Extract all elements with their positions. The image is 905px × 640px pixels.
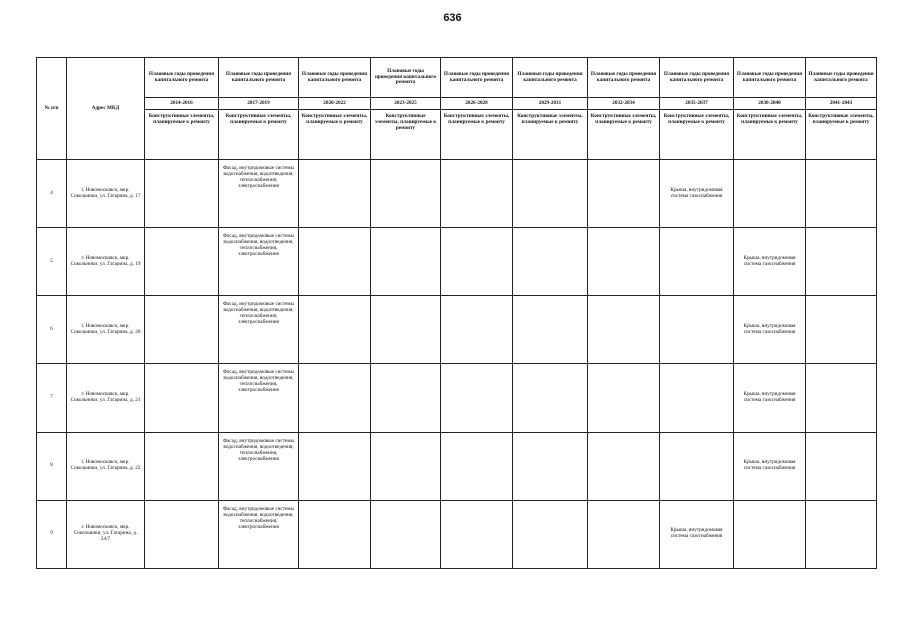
header-row-years — [37, 58, 877, 98]
row-cell — [299, 296, 371, 364]
header-planned-years: Плановые годы проведения капитального ремонта — [513, 58, 588, 98]
row-cell — [734, 160, 806, 228]
row-cell — [441, 432, 513, 500]
row-number: 7 — [37, 364, 67, 432]
row-cell: Крыша, внутридомовая система газоснабжения — [734, 432, 806, 500]
page-number: 636 — [443, 12, 462, 24]
row-cell — [513, 432, 588, 500]
header-period: 2032-2034 — [588, 98, 660, 110]
table-row — [37, 296, 877, 364]
row-cell: Крыша, внутридомовая система газоснабжения — [660, 500, 734, 568]
row-cell: Фасад, внутридомовые системы водоснабжения, водоотведения, теплоснабжения, электроснабжения — [219, 160, 299, 228]
header-planned-years: Плановые годы проведения капитального ремонта — [734, 58, 806, 98]
row-cell — [371, 364, 441, 432]
row-cell — [806, 296, 877, 364]
header-elements: Конструктивные элементы, планируемые к ремонту — [806, 110, 877, 160]
row-cell — [299, 432, 371, 500]
row-cell — [441, 228, 513, 296]
row-cell — [588, 364, 660, 432]
row-cell — [371, 432, 441, 500]
row-number: 4 — [37, 160, 67, 228]
header-period: 2029-2031 — [513, 98, 588, 110]
row-cell: Крыша, внутридомовая система газоснабжения — [734, 296, 806, 364]
row-cell — [588, 500, 660, 568]
header-planned-years: Плановые годы проведения капитального ремонта — [588, 58, 660, 98]
row-cell — [441, 364, 513, 432]
row-number: 5 — [37, 228, 67, 296]
row-cell: Крыша, внутридомовая система газоснабжения — [734, 228, 806, 296]
row-cell — [588, 432, 660, 500]
header-num: № п/п — [37, 58, 67, 160]
header-planned-years: Плановые годы проведения капитального ремонта — [299, 58, 371, 98]
row-cell — [371, 160, 441, 228]
row-cell — [145, 364, 219, 432]
row-cell — [660, 296, 734, 364]
table-row — [37, 160, 877, 228]
row-cell — [513, 296, 588, 364]
header-planned-years: Плановые годы проведения капитального ремонта — [660, 58, 734, 98]
row-address: г. Новомосковск, мкр. Сокольники, ул. Гагарина, д. 19 — [67, 228, 145, 296]
header-elements: Конструктивные элементы, планируемые к ремонту — [145, 110, 219, 160]
header-planned-years: Плановые годы проведения капитального ремонта — [371, 58, 441, 98]
header-period: 2014-2016 — [145, 98, 219, 110]
row-cell — [660, 228, 734, 296]
row-cell — [660, 432, 734, 500]
table-row — [37, 364, 877, 432]
row-address: г. Новомосковск, мкр. Сокольники, ул. Гагарина, д. 21 — [67, 364, 145, 432]
row-cell — [513, 364, 588, 432]
header-row-periods — [37, 98, 877, 110]
header-elements: Конструктивные элементы, планируемые к ремонту — [588, 110, 660, 160]
row-cell — [145, 432, 219, 500]
header-period: 2020-2022 — [299, 98, 371, 110]
row-cell: Крыша, внутридомовая система газоснабжения — [734, 364, 806, 432]
row-cell — [145, 160, 219, 228]
row-cell — [299, 228, 371, 296]
row-cell — [513, 160, 588, 228]
row-cell: Фасад, внутридомовые системы водоснабжения, водоотведения, теплоснабжения, электроснабжения — [219, 500, 299, 568]
row-cell — [806, 364, 877, 432]
row-cell — [371, 228, 441, 296]
table-row — [37, 432, 877, 500]
row-cell — [513, 500, 588, 568]
row-cell — [371, 500, 441, 568]
row-number: 6 — [37, 296, 67, 364]
row-cell — [299, 500, 371, 568]
header-row-elements — [37, 110, 877, 160]
row-cell — [734, 500, 806, 568]
row-cell: Фасад, внутридомовые системы водоснабжения, водоотведения, теплоснабжения, электроснабжения — [219, 364, 299, 432]
capital-repair-table — [36, 57, 877, 569]
row-cell — [806, 228, 877, 296]
header-elements: Конструктивные элементы, планируемые к ремонту — [513, 110, 588, 160]
row-cell: Фасад, внутридомовые системы водоснабжения, водоотведения, теплоснабжения, электроснабжения — [219, 296, 299, 364]
row-cell — [371, 296, 441, 364]
table-header — [37, 58, 877, 160]
row-cell — [145, 228, 219, 296]
header-elements: Конструктивные элементы, планируемые к ремонту — [441, 110, 513, 160]
row-cell: Фасад, внутридомовые системы водоснабжения, водоотведения, теплоснабжения, электроснабжения — [219, 228, 299, 296]
header-period: 2023-2025 — [371, 98, 441, 110]
row-cell — [588, 296, 660, 364]
header-elements: Конструктивные элементы, планируемые к ремонту — [660, 110, 734, 160]
row-cell — [299, 364, 371, 432]
header-elements: Конструктивные элементы, планируемые к ремонту — [734, 110, 806, 160]
table-body — [37, 160, 877, 569]
header-planned-years: Плановые годы проведения капитального ремонта — [219, 58, 299, 98]
header-period: 2017-2019 — [219, 98, 299, 110]
header-planned-years: Плановые годы проведения капитального ремонта — [806, 58, 877, 98]
header-planned-years: Плановые годы проведения капитального ремонта — [145, 58, 219, 98]
row-cell: Крыша, внутридомовая система газоснабжения — [660, 160, 734, 228]
row-cell — [806, 160, 877, 228]
row-cell — [441, 500, 513, 568]
table-row — [37, 500, 877, 568]
row-number: 9 — [37, 500, 67, 568]
row-cell — [660, 364, 734, 432]
header-period: 2038-2040 — [734, 98, 806, 110]
header-period: 2041-2043 — [806, 98, 877, 110]
row-cell — [588, 160, 660, 228]
header-elements: Конструктивные элементы, планируемые к ремонту — [219, 110, 299, 160]
header-period: 2026-2028 — [441, 98, 513, 110]
header-address: Адрес МКД — [67, 58, 145, 160]
row-cell — [513, 228, 588, 296]
row-address: г. Новомосковск, мкр. Сокольники, ул. Гагарина, д. 22 — [67, 432, 145, 500]
header-elements: Конструктивные элементы, планируемые к ремонту — [371, 110, 441, 160]
row-cell — [299, 160, 371, 228]
row-address: г. Новомосковск, мкр. Сокольники, ул. Гагарина, д. 24/7 — [67, 500, 145, 568]
table-row — [37, 228, 877, 296]
row-cell — [145, 296, 219, 364]
header-planned-years: Плановые годы проведения капитального ремонта — [441, 58, 513, 98]
row-cell — [806, 432, 877, 500]
header-period: 2035-2037 — [660, 98, 734, 110]
row-address: г. Новомосковск, мкр. Сокольники, ул. Гагарина, д. 20 — [67, 296, 145, 364]
row-cell: Фасад, внутридомовые системы водоснабжения, водоотведения, теплоснабжения, электроснабжения — [219, 432, 299, 500]
row-cell — [441, 296, 513, 364]
row-address: г. Новомосковск, мкр. Сокольники, ул. Гагарина, д. 17 — [67, 160, 145, 228]
row-number: 8 — [37, 432, 67, 500]
row-cell — [145, 500, 219, 568]
row-cell — [588, 228, 660, 296]
header-elements: Конструктивные элементы, планируемые к ремонту — [299, 110, 371, 160]
row-cell — [441, 160, 513, 228]
row-cell — [806, 500, 877, 568]
